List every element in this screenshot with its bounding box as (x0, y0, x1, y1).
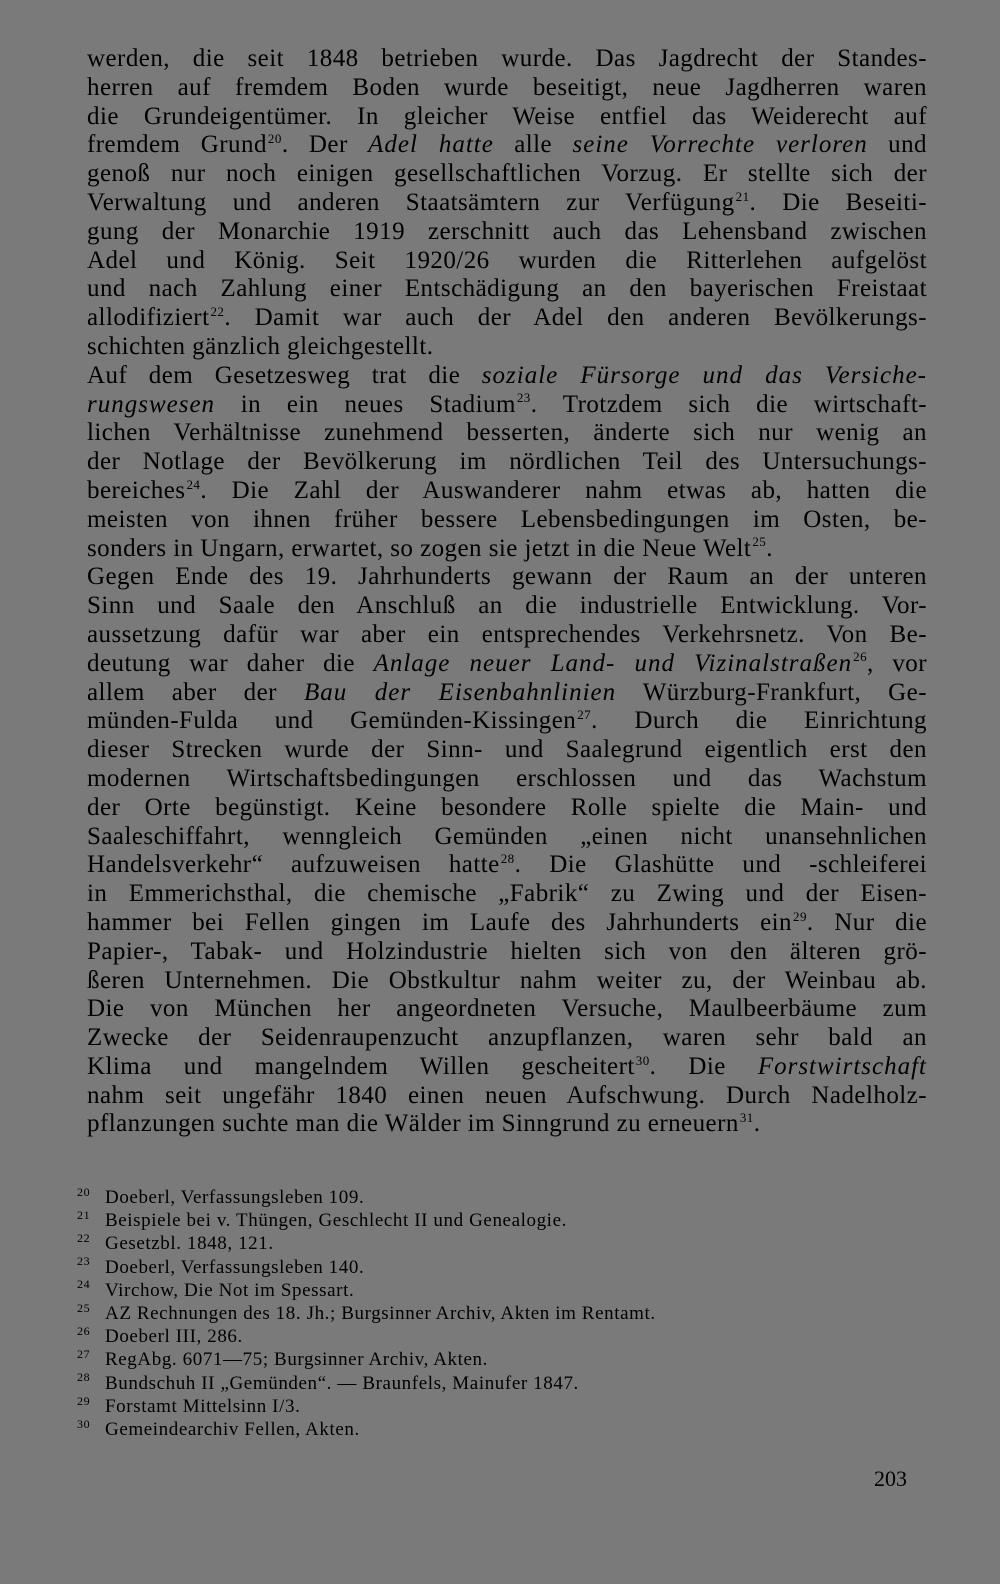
text-line (87, 794, 927, 823)
text-segment: Papier-, Tabak- und Holzindustrie hielten sich von den älteren grö- (87, 937, 927, 965)
emphasis-text: Bau der Eisenbahnlinien (303, 678, 617, 706)
text-segment: ßeren Unternehmen. Die Obstkultur nahm weiter zu, der Weinbau ab. (87, 966, 927, 994)
text-line (87, 592, 927, 621)
text-line (87, 880, 927, 909)
text-line (87, 851, 927, 880)
footnote-text: Doeberl III, 286. (105, 1326, 243, 1348)
text-segment: und (867, 131, 927, 159)
text-line (87, 362, 927, 391)
text-line (87, 506, 927, 535)
footnote: 20 Doeberl, Verfassungsleben 109. (77, 1184, 365, 1208)
text-segment: modernen Wirtschaftsbedingungen erschlossen und das Wachstum (87, 764, 927, 792)
text-line (87, 765, 927, 794)
text-segment: . Die Glashütte und -schleiferei (514, 851, 927, 879)
text-line (87, 1082, 927, 1111)
text-segment: sonders in Ungarn, erwartet, so zogen sie jetzt in die Neue Welt (87, 534, 752, 562)
body-text (87, 45, 927, 1139)
footnote-ref: 23 (516, 390, 531, 406)
text-segment: . Nur die (806, 908, 927, 936)
text-segment: der Orte begünstigt. Keine besondere Rolle spielte die Main- und (87, 793, 927, 821)
text-line (87, 707, 927, 736)
text-segment: , vor (867, 649, 928, 677)
text-line (87, 304, 927, 333)
text-segment: . Trotzdem sich die wirtschaft- (530, 390, 928, 418)
text-segment: Gegen Ende des 19. Jahrhunderts gewann der Raum an der unteren (87, 563, 927, 591)
footnote-text: Forstamt Mittelsinn I/3. (105, 1395, 301, 1417)
footnote-ref: 29 (793, 908, 807, 924)
text-segment: die Grundeigentümer. In gleicher Weise entfiel das Weiderecht auf (87, 102, 927, 130)
footnote-text: Doeberl, Verfassungsleben 140. (105, 1256, 365, 1278)
text-segment: . Damit war auch der Adel den anderen Bevölkerungs- (224, 304, 927, 332)
emphasis-text: Forstwirtschaft (757, 1052, 927, 1080)
text-segment: in ein neues Stadium (215, 390, 516, 418)
text-line (87, 448, 927, 477)
text-line (87, 275, 927, 304)
text-line (87, 650, 927, 679)
text-segment: . Die (649, 1052, 758, 1080)
footnote: 22 Gesetzbl. 1848, 121. (77, 1231, 274, 1255)
footnote: 27 RegAbg. 6071—75; Burgsinner Archiv, Akten. (77, 1347, 489, 1371)
text-segment: alle (493, 131, 573, 159)
text-segment: . Die Beseiti- (749, 188, 927, 216)
text-segment: . Die Zahl der Auswanderer nahm etwas ab, hatten die (200, 476, 927, 504)
text-line (87, 391, 927, 420)
text-line (87, 967, 927, 996)
footnote-ref: 24 (186, 476, 201, 492)
text-segment: meisten von ihnen früher bessere Lebensbedingungen im Osten, be- (87, 505, 927, 533)
footnote-ref: 20 (267, 131, 282, 147)
text-segment: pflanzungen suchte man die Wälder im Sinngrund zu erneuern (87, 1110, 739, 1138)
text-segment: dieser Strecken wurde der Sinn- und Saalegrund eigentlich erst den (87, 736, 927, 764)
text-line (87, 477, 927, 506)
footnote-ref: 22 (210, 303, 225, 319)
footnote-text: Doeberl, Verfassungsleben 109. (105, 1187, 365, 1208)
footnote-ref: 25 (752, 534, 767, 550)
text-segment: Handelsverkehr“ aufzuweisen hatte (87, 851, 500, 879)
text-segment: lichen Verhältnisse zunehmend besserten, änderte sich nur wenig an (87, 419, 927, 447)
text-line (87, 247, 927, 276)
text-line (87, 909, 927, 938)
text-segment: . Der (281, 131, 369, 159)
text-segment: allem aber der (87, 678, 304, 706)
text-segment: schichten gänzlich gleichgestellt. (87, 332, 434, 360)
footnote-ref: 26 (853, 649, 868, 665)
text-segment: werden, die seit 1848 betrieben wurde. Das Jagdrecht der Standes- (87, 45, 927, 72)
text-segment: und nach Zahlung einer Entschädigung an den bayerischen Freistaat (87, 275, 927, 303)
text-line (87, 419, 927, 448)
text-line (87, 333, 927, 362)
footnote-text: AZ Rechnungen des 18. Jh.; Burgsinner Archiv, Akten im Rentamt. (105, 1303, 656, 1325)
text-segment: Saaleschiffahrt, wenngleich Gemünden „einen nicht unansehnlichen (87, 822, 927, 850)
text-line (87, 1024, 927, 1053)
footnote-text: Bundschuh II „Gemünden“. — Braunfels, Mainufer 1847. (105, 1372, 579, 1394)
text-segment: gung der Monarchie 1919 zerschnitt auch das Lehensband zwischen (87, 217, 927, 245)
text-line (87, 45, 927, 74)
footnote-text: Beispiele bei v. Thüngen, Geschlecht II und Genealogie. (105, 1210, 567, 1232)
text-line (87, 938, 927, 967)
text-line (87, 736, 927, 765)
text-line (87, 131, 927, 160)
text-line (87, 995, 927, 1024)
text-segment: Klima und mangelndem Willen gescheitert (87, 1052, 635, 1080)
text-segment: allodifiziert (87, 304, 210, 332)
text-segment: hammer bei Fellen gingen im Laufe des Jahrhunderts ein (87, 908, 792, 936)
text-line (87, 679, 927, 708)
footnote-text: Gemeindearchiv Fellen, Akten. (105, 1419, 360, 1441)
text-segment: Würzburg-Frankfurt, Ge- (616, 678, 928, 706)
text-segment: münden-Fulda und Gemünden-Kissingen (87, 707, 577, 735)
text-segment: Verwaltung und anderen Staatsämtern zur Verfügung (87, 188, 735, 216)
footnote-text: RegAbg. 6071—75; Burgsinner Archiv, Akten. (105, 1349, 489, 1371)
emphasis-text: rungswesen (87, 390, 216, 418)
text-segment: Auf dem Gesetzesweg trat die (87, 361, 482, 389)
footnote-ref: 21 (735, 188, 750, 204)
text-segment: deutung war daher die (87, 649, 374, 677)
emphasis-text: seine Vorrechte verloren (572, 131, 868, 159)
text-line (87, 621, 927, 650)
text-line (87, 563, 927, 592)
emphasis-text: Anlage neuer Land- und Vizinalstraßen (373, 649, 853, 677)
text-line (87, 103, 927, 132)
text-segment: Zwecke der Seidenraupenzucht anzupflanzen, waren sehr bald an (87, 1024, 927, 1052)
footnote: 28 Bundschuh II „Gemünden“. — Braunfels, Mainufer 1847. (77, 1370, 579, 1394)
text-line (87, 1110, 927, 1139)
text-line (87, 823, 927, 852)
footnotes (77, 1186, 837, 1441)
footnote: 25 AZ Rechnungen des 18. Jh.; Burgsinner Archiv, Akten im Rentamt. (77, 1300, 656, 1325)
text-segment: Die von München her angeordneten Versuche, Maulbeerbäume zum (87, 995, 927, 1023)
footnote: 26 Doeberl III, 286. (77, 1323, 243, 1348)
text-segment: herren auf fremdem Boden wurde beseitigt, neue Jagdherren waren (87, 73, 927, 101)
text-line (87, 218, 927, 247)
text-segment: bereiches (87, 476, 186, 504)
text-segment: der Notlage der Bevölkerung im nördlichen Teil des Untersuchungs- (87, 448, 927, 476)
text-line (87, 189, 927, 218)
text-segment: Adel und König. Seit 1920/26 wurden die Ritterlehen aufgelöst (87, 246, 927, 274)
footnote: 29 Forstamt Mittelsinn I/3. (77, 1393, 301, 1417)
text-segment: genoß nur noch einigen gesellschaftlichen Vorzug. Er stellte sich der (87, 160, 927, 188)
page-number: 203 (874, 1466, 907, 1491)
footnote-ref: 30 (635, 1052, 650, 1068)
text-segment: nahm seit ungefähr 1840 einen neuen Aufschwung. Durch Nadelholz- (87, 1081, 927, 1109)
emphasis-text: Adel hatte (368, 131, 494, 159)
emphasis-text: soziale Fürsorge und das Versiche- (481, 361, 927, 389)
text-segment: aussetzung dafür war aber ein entsprechendes Verkehrsnetz. Von Be- (87, 620, 927, 648)
text-line (87, 160, 927, 189)
text-segment: . Durch die Einrichtung (591, 707, 927, 735)
footnote: 24 Virchow, Die Not im Spessart. (77, 1277, 355, 1301)
footnote: 30 Gemeindearchiv Fellen, Akten. (77, 1416, 360, 1441)
text-line (87, 74, 927, 103)
text-segment: . (753, 1110, 761, 1138)
footnote-ref: 27 (577, 707, 592, 722)
footnote-text: Virchow, Die Not im Spessart. (105, 1279, 355, 1301)
text-segment: . (766, 534, 773, 562)
footnote-text: Gesetzbl. 1848, 121. (105, 1233, 274, 1255)
footnote: 23 Doeberl, Verfassungsleben 140. (77, 1254, 365, 1278)
text-segment: Sinn und Saale den Anschluß an die industrielle Entwicklung. Vor- (87, 592, 927, 620)
text-line (87, 535, 927, 564)
text-segment: in Emmerichsthal, die chemische „Fabrik“ zu Zwing und der Eisen- (87, 880, 927, 908)
footnote-ref: 28 (500, 850, 515, 866)
text-line (87, 1053, 927, 1082)
text-segment: fremdem Grund (87, 131, 267, 159)
footnote: 21 Beispiele bei v. Thüngen, Geschlecht II und Genealogie. (77, 1207, 567, 1232)
footnote-ref: 31 (739, 1110, 754, 1126)
